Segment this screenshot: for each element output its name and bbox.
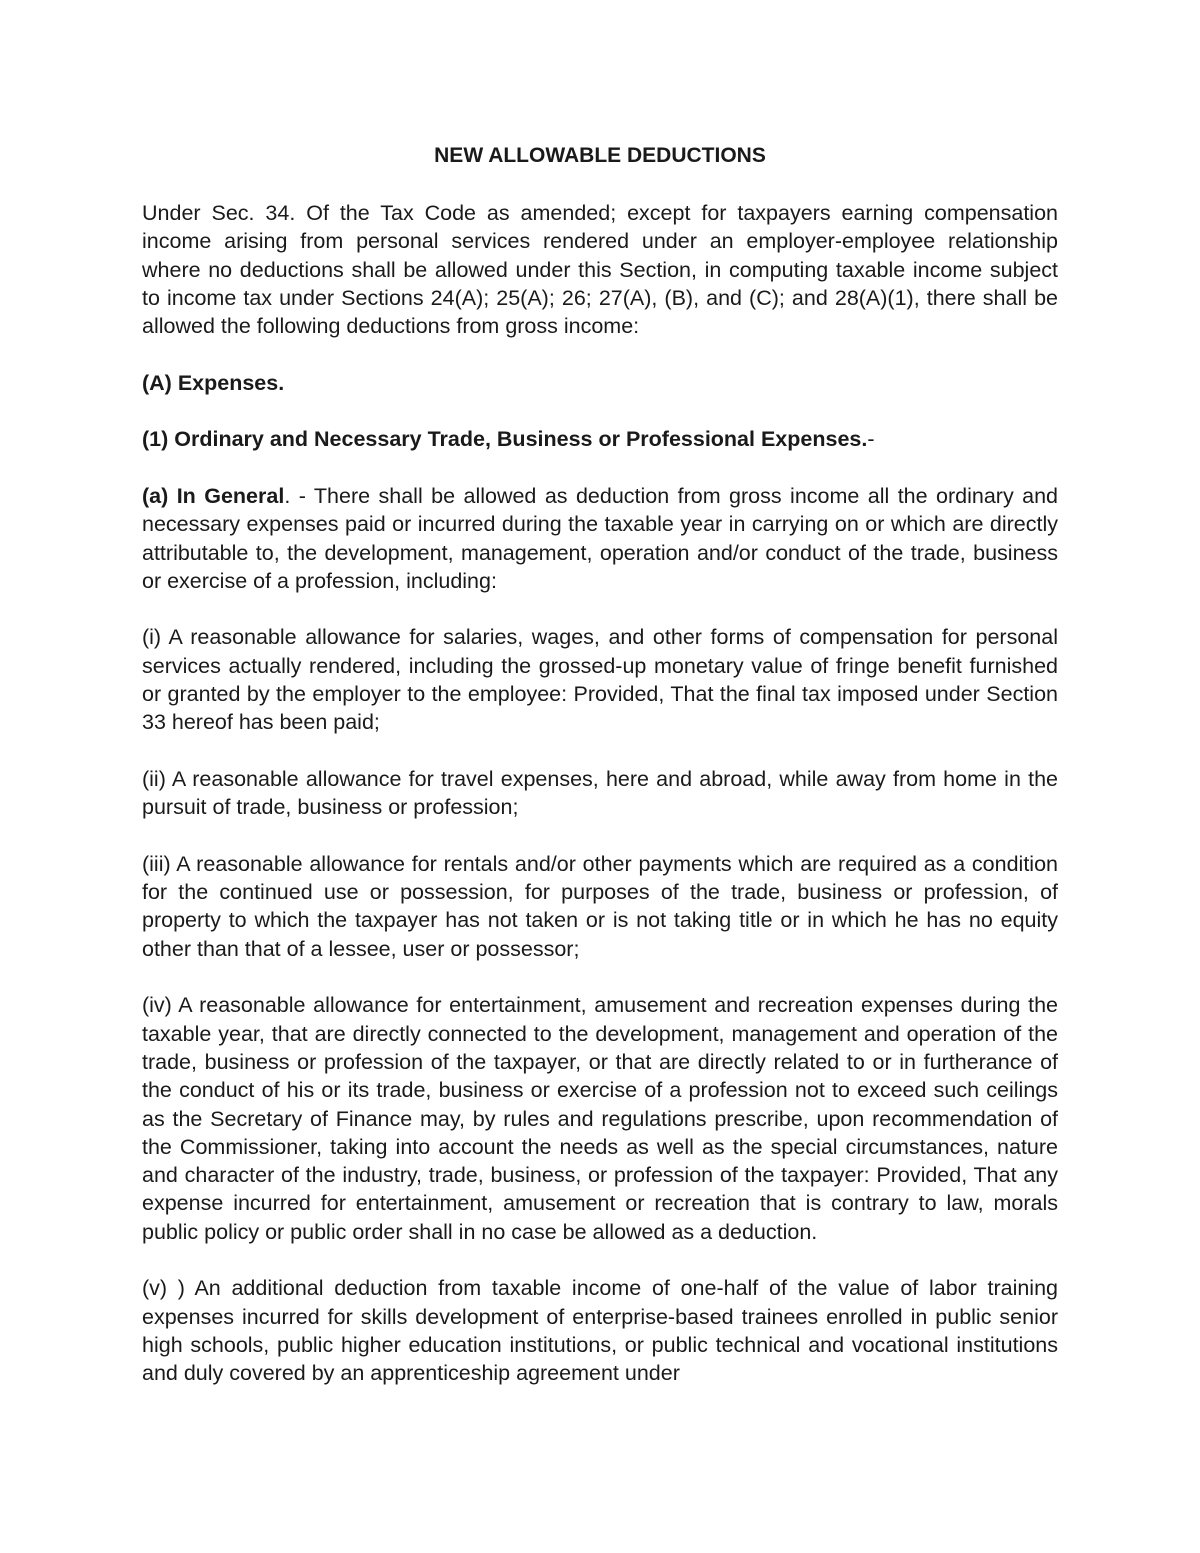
general-label: (a) In General [142, 483, 285, 508]
item-iii-paragraph: (iii) A reasonable allowance for rentals and/or other payments which are required as a condition for the continued use or possession, for purposes of the trade, business or profession, of property to which the taxpayer has not taken or is not taking title or in which he has no equity other than that of a lessee, user or possessor; [142, 851, 1058, 961]
item-v-paragraph: (v) ) An additional deduction from taxable income of one-half of the value of labor training expenses incurred for skills development of enterprise-based trainees enrolled in public senior high schools, public higher education institutions, or public technical and vocational institutions and duly covered by an apprenticeship agreement under [142, 1276, 1058, 1386]
intro-paragraph: Under Sec. 34. Of the Tax Code as amended; except for taxpayers earning compensation income arising from personal services rendered under an employer-employee relationship where no deductions shall be allowed under this Section, in computing taxable income subject to income tax under Sections 24(A); 25(A); 26; 27(A), (B), and (C); and 28(A)(1), there shall be allowed the following deductions from gross income: [142, 201, 1058, 339]
general-paragraph [142, 482, 1058, 595]
heading-a-expenses: (A) Expenses. [142, 370, 285, 395]
heading-1-paragraph [142, 425, 1058, 453]
document-page [142, 141, 1058, 1387]
item-iv-paragraph: (iv) A reasonable allowance for entertainment, amusement and recreation expenses during the taxable year, that are directly connected to the development, management and operation of the trade, business or profession of the taxpayer, or that are directly related to or in furtherance of the conduct of his or its trade, business or exercise of a profession not to exceed such ceilings as the Secretary of Finance may, by rules and regulations prescribe, upon recommendation of the Commissioner, taking into account the needs as well as the special circumstances, nature and character of the industry, trade, business, or profession of the taxpayer: Provided, That any expense incurred for entertainment, amusement or recreation that is contrary to law, morals public policy or public order shall in no case be allowed as a deduction. [142, 993, 1058, 1244]
general-text: . - There shall be allowed as deduction from gross income all the ordinary and necessary expenses paid or incurred during the taxable year in carrying on or which are directly attributable to, the development, management, operation and/or conduct of the trade, business or exercise of a profession, including: [142, 483, 1058, 593]
item-ii-paragraph: (ii) A reasonable allowance for travel expenses, here and abroad, while away from home in the pursuit of trade, business or profession; [142, 766, 1058, 820]
item-i-paragraph: (i) A reasonable allowance for salaries, wages, and other forms of compensation for personal services actually rendered, including the grossed-up monetary value of fringe benefit furnished or granted by the employer to the employee: Provided, That the final tax imposed under Section 33 hereof has been paid; [142, 625, 1058, 735]
heading-1-suffix: - [867, 427, 875, 452]
heading-1-label: (1) Ordinary and Necessary Trade, Business or Professional Expenses. [142, 427, 868, 452]
document-title: NEW ALLOWABLE DEDUCTIONS [434, 144, 766, 167]
